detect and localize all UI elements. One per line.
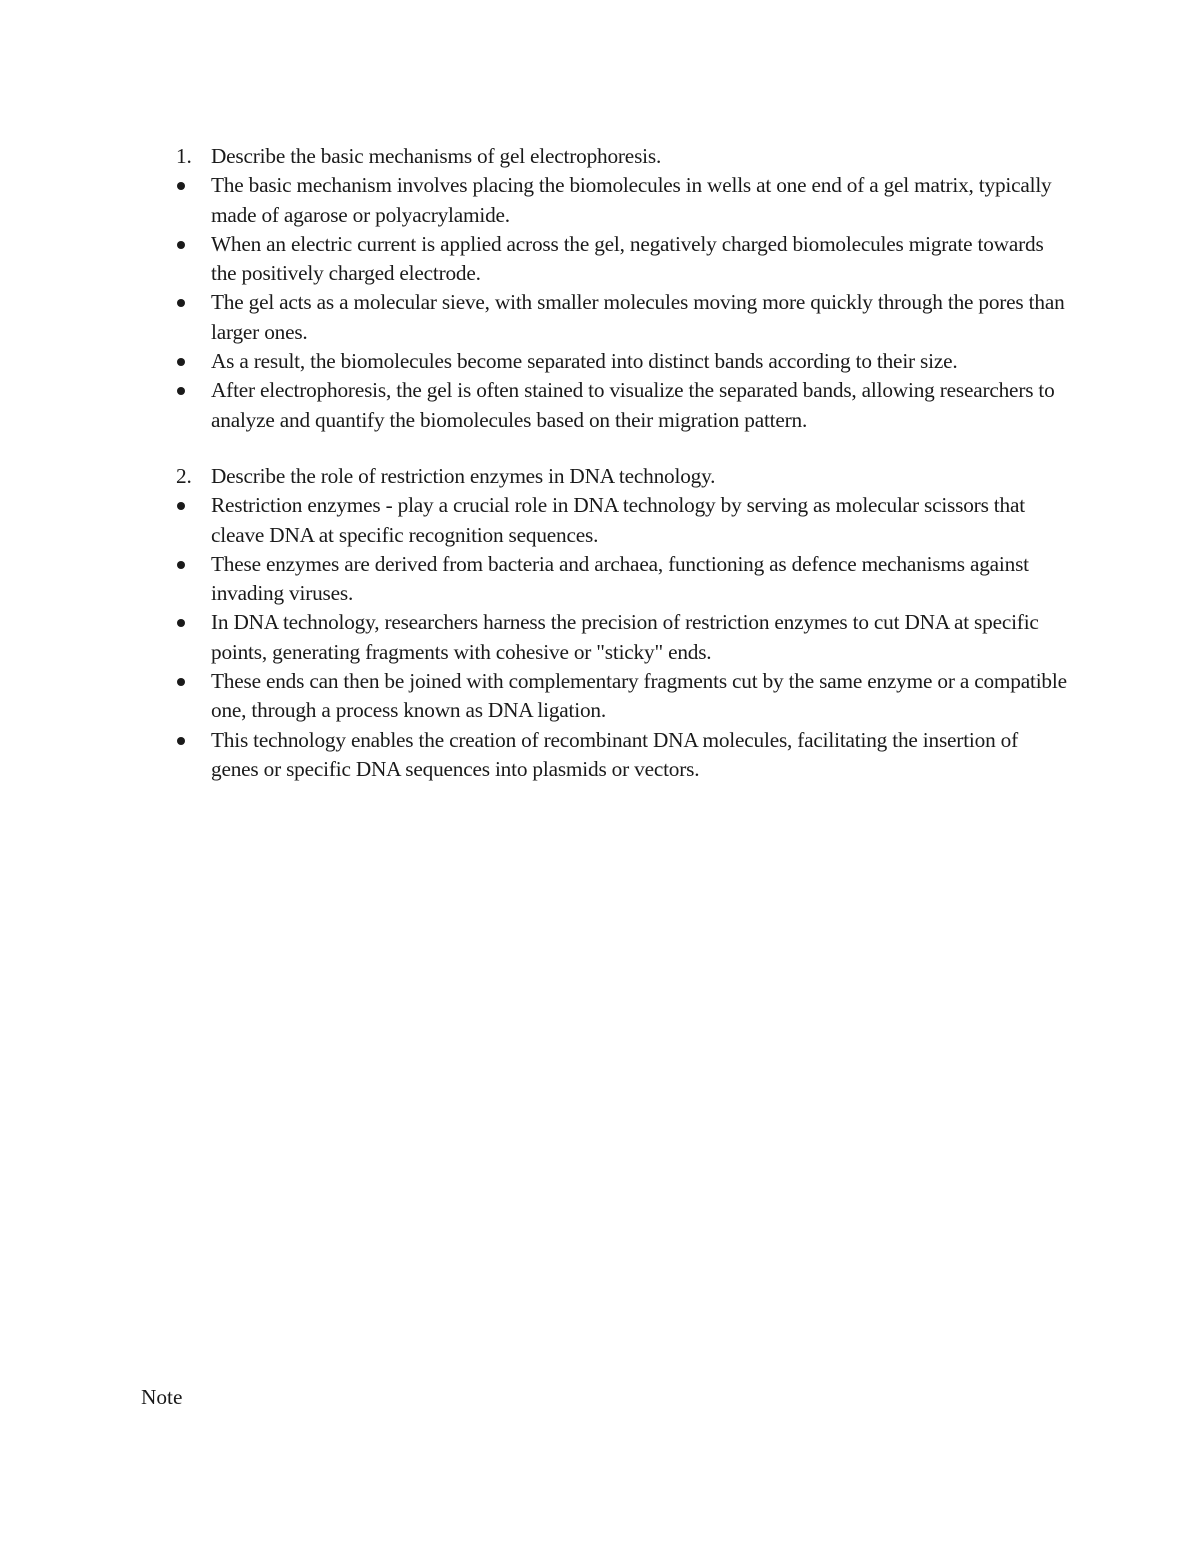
question-section-2: [170, 462, 1070, 784]
bullet-icon: [177, 387, 185, 395]
bullet-item: [170, 171, 1070, 230]
bullet-text: As a result, the biomolecules become separated into distinct bands according to their size.: [211, 349, 958, 374]
bullet-text: When an electric current is applied across the gel, negatively charged biomolecules migrate towards the positively charged electrode.: [211, 231, 1044, 286]
question-section-1: [170, 142, 1070, 435]
bullet-icon: [177, 502, 185, 510]
list-number: 1.: [176, 144, 192, 168]
bullet-icon: [177, 241, 185, 249]
bullet-icon: [177, 561, 185, 569]
bullet-text: The gel acts as a molecular sieve, with smaller molecules moving more quickly through the pores than larger ones.: [211, 290, 1065, 344]
bullet-item: [170, 288, 1070, 347]
bullet-icon: [177, 182, 185, 190]
bullet-item: [170, 608, 1070, 667]
bullet-text: In DNA technology, researchers harness the precision of restriction enzymes to cut DNA at specific points, generating fragments with cohesive or "sticky" ends.: [211, 610, 1039, 664]
bullet-item: [170, 550, 1070, 609]
bullet-item: [170, 667, 1070, 726]
bullet-text: This technology enables the creation of recombinant DNA molecules, facilitating the insertion of genes or specific DNA sequences into plasmids or vectors.: [211, 727, 1018, 781]
question-item: [170, 142, 1070, 171]
bullet-item: [170, 230, 1070, 289]
bullet-item: [170, 347, 1070, 376]
bullet-icon: [177, 737, 185, 745]
bullet-icon: [177, 358, 185, 366]
bullet-icon: [177, 678, 185, 686]
bullet-item: [170, 726, 1070, 785]
bullet-icon: [177, 619, 185, 627]
question-item: [170, 462, 1070, 491]
list-number: 2.: [176, 464, 192, 488]
bullet-icon: [177, 299, 185, 307]
footer-note: Note: [141, 1385, 183, 1409]
bullet-item: [170, 376, 1070, 435]
bullet-text: Restriction enzymes - play a crucial role in DNA technology by serving as molecular scissors that cleave DNA at specific recognition sequences.: [211, 493, 1025, 547]
bullet-text: These enzymes are derived from bacteria and archaea, functioning as defence mechanisms against invading viruses.: [211, 551, 1029, 606]
question-text: Describe the role of restriction enzymes in DNA technology.: [211, 464, 716, 488]
bullet-text: These ends can then be joined with complementary fragments cut by the same enzyme or a compatible one, through a process known as DNA ligation.: [211, 669, 1067, 723]
bullet-text: After electrophoresis, the gel is often stained to visualize the separated bands, allowing researchers to analyze and quantify the biomolecules based on their migration pattern.: [211, 378, 1055, 432]
question-text: Describe the basic mechanisms of gel electrophoresis.: [211, 144, 662, 168]
bullet-text: The basic mechanism involves placing the biomolecules in wells at one end of a gel matrix, typically made of agarose or polyacrylamide.: [211, 173, 1052, 227]
bullet-item: [170, 491, 1070, 550]
